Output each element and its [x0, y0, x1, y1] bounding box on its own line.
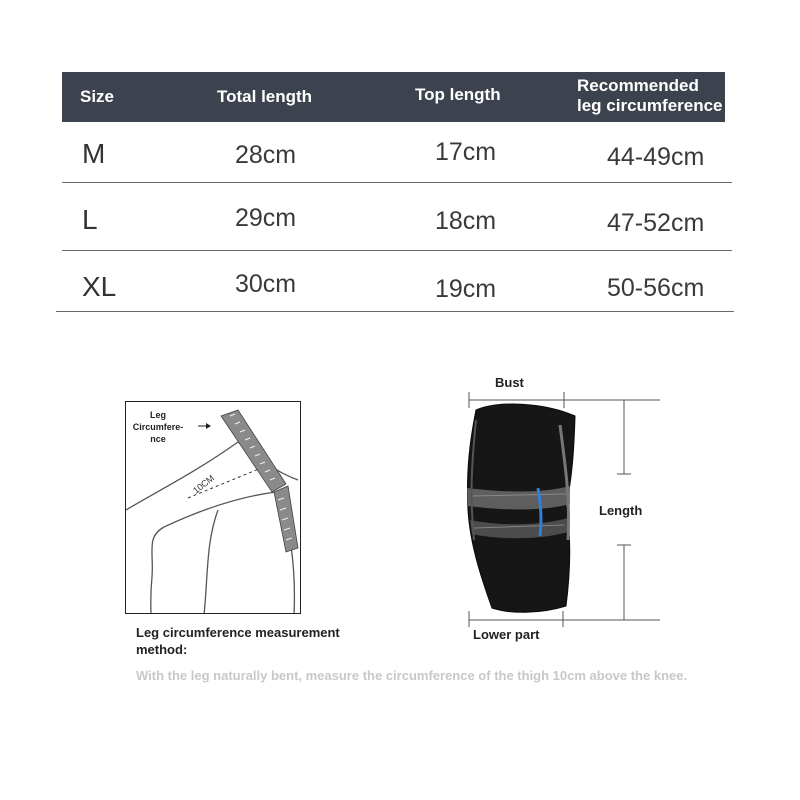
- leg-label-line1: Leg: [149, 410, 166, 420]
- header-size: Size: [80, 87, 115, 106]
- cell-recommended: 47-52cm: [607, 209, 705, 237]
- leg-label-line3: nce: [150, 434, 166, 444]
- cell-top-length: 17cm: [435, 138, 497, 166]
- size-table-header: [62, 72, 725, 122]
- cell-top-length: 18cm: [435, 207, 497, 235]
- cell-total-length: 29cm: [235, 204, 297, 232]
- table-row: [62, 204, 732, 268]
- leg-circumference-label: [128, 409, 188, 445]
- table-row: [62, 270, 732, 334]
- leg-label-line2: Circumfere-: [132, 422, 184, 432]
- header-recommended-line1: Recommended: [577, 76, 699, 95]
- method-title: Leg circumference measurement method:: [136, 625, 340, 657]
- row-divider: [56, 311, 734, 312]
- length-label: Length: [599, 503, 643, 518]
- cell-recommended: 50-56cm: [607, 274, 705, 302]
- bust-label: Bust: [495, 375, 524, 390]
- cell-size: M: [82, 138, 106, 169]
- cell-recommended: 44-49cm: [607, 143, 705, 171]
- cell-total-length: 30cm: [235, 270, 297, 298]
- header-recommended: [577, 76, 737, 116]
- distance-label: 10CM: [191, 472, 217, 496]
- row-divider: [62, 250, 732, 251]
- cell-top-length: 19cm: [435, 275, 497, 303]
- lower-part-label: Lower part: [473, 627, 540, 642]
- row-divider: [62, 182, 732, 183]
- cell-size: XL: [82, 271, 117, 302]
- cell-total-length: 28cm: [235, 141, 297, 169]
- knee-sleeve: [467, 404, 575, 612]
- table-row: [62, 138, 732, 202]
- cell-size: L: [82, 204, 98, 235]
- header-total-length: Total length: [217, 87, 313, 106]
- method-description: With the leg naturally bent, measure the circumference of the thigh 10cm above the knee.: [136, 668, 688, 683]
- header-recommended-line2: leg circumference: [577, 96, 723, 115]
- header-top-length: Top length: [415, 85, 501, 104]
